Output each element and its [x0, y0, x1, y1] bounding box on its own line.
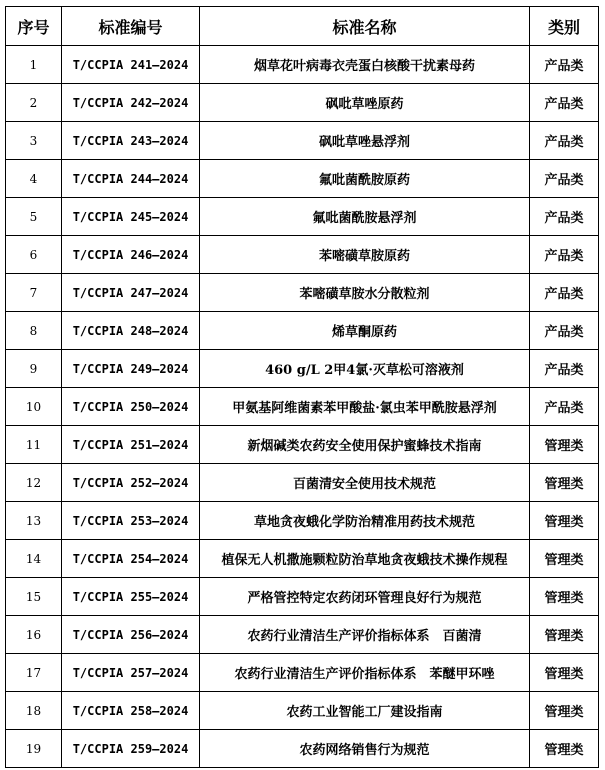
table-row: [6, 350, 599, 388]
table-row: [6, 578, 599, 616]
row-seq: 2: [6, 84, 62, 122]
row-seq: 8: [6, 312, 62, 350]
row-seq: 19: [6, 730, 62, 768]
row-seq: 13: [6, 502, 62, 540]
row-code: T/CCPIA 242—2024: [62, 84, 200, 122]
row-category: 管理类: [530, 464, 599, 502]
row-seq: 7: [6, 274, 62, 312]
row-code: T/CCPIA 254—2024: [62, 540, 200, 578]
row-seq: 6: [6, 236, 62, 274]
header-row: [6, 7, 599, 46]
row-code: T/CCPIA 248—2024: [62, 312, 200, 350]
row-category: 产品类: [530, 350, 599, 388]
row-name: 草地贪夜蛾化学防治精准用药技术规范: [200, 502, 530, 540]
standards-table: [5, 6, 599, 768]
row-code: T/CCPIA 246—2024: [62, 236, 200, 274]
row-name: 农药行业清洁生产评价指标体系 百菌清: [200, 616, 530, 654]
header-name: 标准名称: [200, 7, 530, 46]
header-category: 类别: [530, 7, 599, 46]
row-category: 产品类: [530, 312, 599, 350]
row-category: 管理类: [530, 578, 599, 616]
row-code: T/CCPIA 258—2024: [62, 692, 200, 730]
row-category: 产品类: [530, 46, 599, 84]
row-category: 管理类: [530, 540, 599, 578]
table-header: [6, 7, 599, 46]
row-seq: 1: [6, 46, 62, 84]
row-seq: 14: [6, 540, 62, 578]
row-category: 管理类: [530, 692, 599, 730]
row-code: T/CCPIA 252—2024: [62, 464, 200, 502]
row-name: 砜吡草唑原药: [200, 84, 530, 122]
row-seq: 9: [6, 350, 62, 388]
table-row: [6, 236, 599, 274]
row-seq: 3: [6, 122, 62, 160]
row-code: T/CCPIA 257—2024: [62, 654, 200, 692]
row-name: 农药工业智能工厂建设指南: [200, 692, 530, 730]
header-code: 标准编号: [62, 7, 200, 46]
row-seq: 11: [6, 426, 62, 464]
row-seq: 17: [6, 654, 62, 692]
table-body: [6, 46, 599, 768]
table-row: [6, 616, 599, 654]
row-name: 氟吡菌酰胺悬浮剂: [200, 198, 530, 236]
row-name: 烟草花叶病毒衣壳蛋白核酸干扰素母药: [200, 46, 530, 84]
row-category: 管理类: [530, 654, 599, 692]
row-code: T/CCPIA 250—2024: [62, 388, 200, 426]
table-row: [6, 654, 599, 692]
row-name: 农药行业清洁生产评价指标体系 苯醚甲环唑: [200, 654, 530, 692]
row-seq: 5: [6, 198, 62, 236]
table-row: [6, 730, 599, 768]
table-row: [6, 312, 599, 350]
row-seq: 15: [6, 578, 62, 616]
row-name: 苯嘧磺草胺水分散粒剂: [200, 274, 530, 312]
row-category: 产品类: [530, 84, 599, 122]
row-code: T/CCPIA 256—2024: [62, 616, 200, 654]
row-name: 甲氨基阿维菌素苯甲酸盐·氯虫苯甲酰胺悬浮剂: [200, 388, 530, 426]
row-seq: 10: [6, 388, 62, 426]
row-name: 百菌清安全使用技术规范: [200, 464, 530, 502]
table-row: [6, 540, 599, 578]
table-row: [6, 692, 599, 730]
table-row: [6, 388, 599, 426]
row-category: 产品类: [530, 274, 599, 312]
row-name: 植保无人机撒施颗粒防治草地贪夜蛾技术操作规程: [200, 540, 530, 578]
table-row: [6, 502, 599, 540]
row-name: 烯草酮原药: [200, 312, 530, 350]
row-seq: 16: [6, 616, 62, 654]
row-code: T/CCPIA 241—2024: [62, 46, 200, 84]
table-row: [6, 198, 599, 236]
row-code: T/CCPIA 249—2024: [62, 350, 200, 388]
row-seq: 12: [6, 464, 62, 502]
row-category: 管理类: [530, 616, 599, 654]
table-row: [6, 84, 599, 122]
row-code: T/CCPIA 244—2024: [62, 160, 200, 198]
row-name: 苯嘧磺草胺原药: [200, 236, 530, 274]
row-name: 农药网络销售行为规范: [200, 730, 530, 768]
table-row: [6, 46, 599, 84]
row-name: 严格管控特定农药闭环管理良好行为规范: [200, 578, 530, 616]
row-category: 产品类: [530, 160, 599, 198]
table-row: [6, 274, 599, 312]
row-name: 460 g/L 2甲4氯·灭草松可溶液剂: [200, 350, 530, 388]
row-code: T/CCPIA 243—2024: [62, 122, 200, 160]
row-category: 产品类: [530, 122, 599, 160]
row-seq: 18: [6, 692, 62, 730]
row-name: 新烟碱类农药安全使用保护蜜蜂技术指南: [200, 426, 530, 464]
row-category: 管理类: [530, 426, 599, 464]
row-code: T/CCPIA 255—2024: [62, 578, 200, 616]
row-code: T/CCPIA 247—2024: [62, 274, 200, 312]
table-row: [6, 122, 599, 160]
row-code: T/CCPIA 259—2024: [62, 730, 200, 768]
table-row: [6, 464, 599, 502]
row-category: 管理类: [530, 730, 599, 768]
row-code: T/CCPIA 253—2024: [62, 502, 200, 540]
row-category: 管理类: [530, 502, 599, 540]
row-category: 产品类: [530, 388, 599, 426]
row-name: 砜吡草唑悬浮剂: [200, 122, 530, 160]
row-category: 产品类: [530, 236, 599, 274]
row-category: 产品类: [530, 198, 599, 236]
table-row: [6, 160, 599, 198]
row-code: T/CCPIA 251—2024: [62, 426, 200, 464]
row-seq: 4: [6, 160, 62, 198]
row-name: 氟吡菌酰胺原药: [200, 160, 530, 198]
header-seq: 序号: [6, 7, 62, 46]
row-code: T/CCPIA 245—2024: [62, 198, 200, 236]
table-row: [6, 426, 599, 464]
